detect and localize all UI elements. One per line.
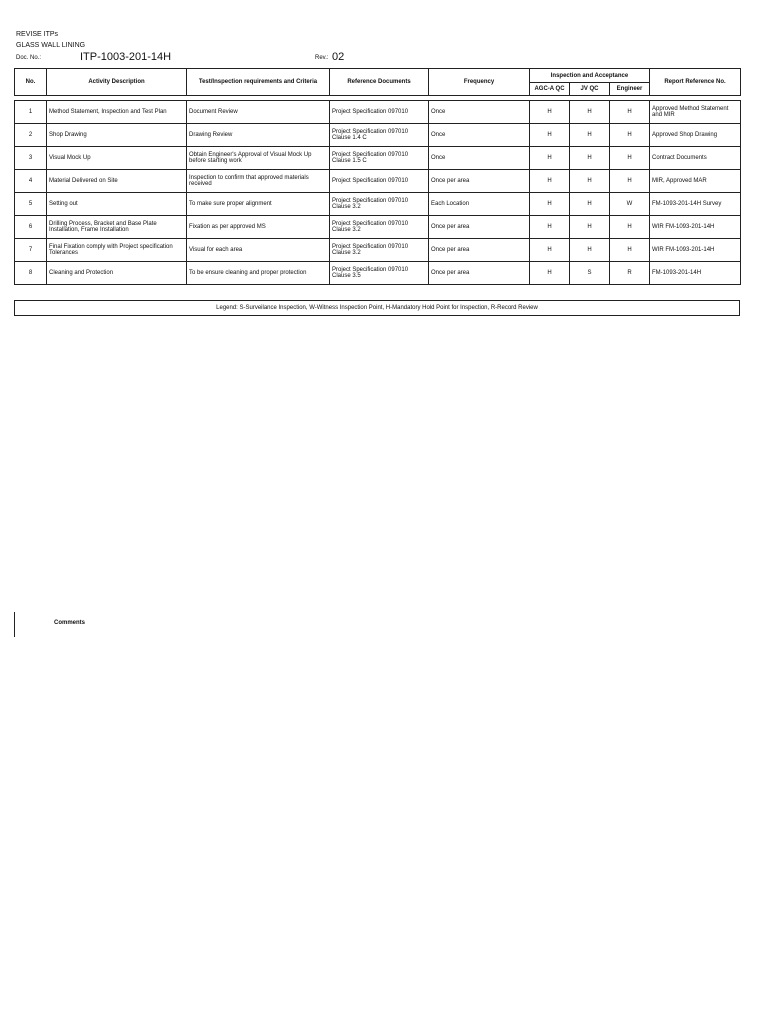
cell-test: Drawing Review <box>187 124 330 147</box>
cell-jv: H <box>570 216 610 239</box>
cell-reference: Project Specification 097010 Clause 3.2 <box>330 239 429 262</box>
cell-test: Visual for each area <box>187 239 330 262</box>
col-header-no: No. <box>15 69 47 96</box>
cell-jv: H <box>570 239 610 262</box>
comments-label: Comments <box>54 620 86 626</box>
table-header-row <box>15 69 741 83</box>
cell-jv: H <box>570 101 610 124</box>
cell-no: 3 <box>15 147 47 170</box>
cell-test: Fixation as per approved MS <box>187 216 330 239</box>
cell-no: 5 <box>15 193 47 216</box>
cell-reference: Project Specification 097010 Clause 1.5 C <box>330 147 429 170</box>
cell-activity: Shop Drawing <box>47 124 187 147</box>
table-row <box>15 101 741 124</box>
cell-jv: S <box>570 262 610 285</box>
table-row <box>15 193 741 216</box>
cell-agc: H <box>530 101 570 124</box>
cell-jv: H <box>570 147 610 170</box>
cell-jv: H <box>570 170 610 193</box>
cell-frequency: Once per area <box>429 239 530 262</box>
cell-reference: Project Specification 097010 Clause 3.5 <box>330 262 429 285</box>
col-header-agc: AGC-A QC <box>530 83 570 96</box>
cell-activity: Final Fixation comply with Project specification Tolerances <box>47 239 187 262</box>
table-row <box>15 239 741 262</box>
document-title: REVISE ITPs <box>16 31 59 38</box>
comments-divider <box>14 612 15 637</box>
cell-agc: H <box>530 147 570 170</box>
cell-frequency: Once per area <box>429 216 530 239</box>
cell-no: 2 <box>15 124 47 147</box>
cell-jv: H <box>570 193 610 216</box>
cell-activity: Visual Mock Up <box>47 147 187 170</box>
doc-no-value: ITP-1003-201-14H <box>80 51 172 63</box>
cell-no: 6 <box>15 216 47 239</box>
col-header-test: Test/Inspection requirements and Criteria <box>187 69 330 96</box>
col-header-inspection-group: Inspection and Acceptance <box>530 69 650 83</box>
cell-engineer: H <box>610 147 650 170</box>
doc-no-label: Doc. No.: <box>16 55 42 61</box>
cell-report: WIR FM-1093-201-14H <box>650 216 741 239</box>
col-header-reference: Reference Documents <box>330 69 429 96</box>
cell-engineer: H <box>610 124 650 147</box>
cell-report: FM-1093-201-14H Survey <box>650 193 741 216</box>
cell-test: Document Review <box>187 101 330 124</box>
cell-reference: Project Specification 097010 Clause 3.2 <box>330 193 429 216</box>
cell-report: WIR FM-1093-201-14H <box>650 239 741 262</box>
cell-agc: H <box>530 170 570 193</box>
cell-engineer: H <box>610 239 650 262</box>
cell-test: Inspection to confirm that approved materials received <box>187 170 330 193</box>
cell-activity: Setting out <box>47 193 187 216</box>
cell-activity: Cleaning and Protection <box>47 262 187 285</box>
col-header-engineer: Engineer <box>610 83 650 96</box>
col-header-activity: Activity Description <box>47 69 187 96</box>
table-row <box>15 147 741 170</box>
cell-engineer: H <box>610 170 650 193</box>
cell-reference: Project Specification 097010 <box>330 101 429 124</box>
cell-report: FM-1093-201-14H <box>650 262 741 285</box>
cell-frequency: Once <box>429 101 530 124</box>
table-row <box>15 216 741 239</box>
col-header-jv: JV QC <box>570 83 610 96</box>
cell-report: Approved Method Statement and MIR <box>650 101 741 124</box>
cell-engineer: H <box>610 216 650 239</box>
cell-frequency: Once per area <box>429 170 530 193</box>
cell-no: 4 <box>15 170 47 193</box>
cell-report: Approved Shop Drawing <box>650 124 741 147</box>
rev-label: Rev.: <box>315 55 329 61</box>
cell-engineer: H <box>610 101 650 124</box>
cell-engineer: R <box>610 262 650 285</box>
cell-frequency: Once <box>429 147 530 170</box>
cell-test: To make sure proper alignment <box>187 193 330 216</box>
cell-activity: Material Delivered on Site <box>47 170 187 193</box>
table-row <box>15 124 741 147</box>
cell-report: Contract Documents <box>650 147 741 170</box>
col-header-frequency: Frequency <box>429 69 530 96</box>
legend: Legend: S-Surveilance Inspection, W-Witness Inspection Point, H-Mandatory Hold Point for Inspection, R-Record Review <box>14 300 740 316</box>
cell-activity: Method Statement, Inspection and Test Plan <box>47 101 187 124</box>
cell-agc: H <box>530 216 570 239</box>
cell-test: To be ensure cleaning and proper protection <box>187 262 330 285</box>
table-row <box>15 170 741 193</box>
cell-report: MIR, Approved MAR <box>650 170 741 193</box>
cell-frequency: Each Location <box>429 193 530 216</box>
cell-no: 7 <box>15 239 47 262</box>
cell-agc: H <box>530 124 570 147</box>
cell-agc: H <box>530 262 570 285</box>
cell-frequency: Once per area <box>429 262 530 285</box>
cell-agc: H <box>530 239 570 262</box>
cell-frequency: Once <box>429 124 530 147</box>
cell-test: Obtain Engineer's Approval of Visual Mock Up before starting work <box>187 147 330 170</box>
cell-engineer: W <box>610 193 650 216</box>
cell-reference: Project Specification 097010 Clause 3.2 <box>330 216 429 239</box>
cell-no: 8 <box>15 262 47 285</box>
cell-no: 1 <box>15 101 47 124</box>
cell-reference: Project Specification 097010 Clause 1.4 C <box>330 124 429 147</box>
table-row <box>15 262 741 285</box>
document-subtitle: GLASS WALL LINING <box>16 42 86 49</box>
cell-agc: H <box>530 193 570 216</box>
cell-jv: H <box>570 124 610 147</box>
cell-activity: Drilling Process, Bracket and Base Plate Installation, Frame Installation <box>47 216 187 239</box>
cell-reference: Project Specification 097010 <box>330 170 429 193</box>
itp-table <box>14 68 741 285</box>
rev-value: 02 <box>332 51 345 63</box>
col-header-report: Report Reference No. <box>650 69 741 96</box>
